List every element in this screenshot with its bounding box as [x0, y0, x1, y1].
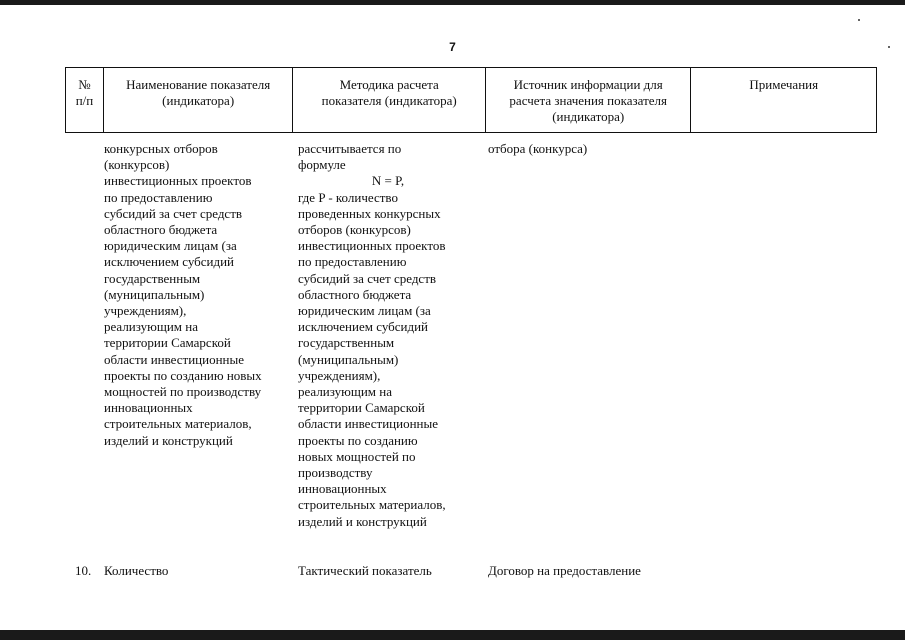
header-name-line: (индикатора) [162, 93, 235, 108]
row-number: 10. [75, 563, 92, 578]
text-line: государственным [298, 335, 395, 351]
header-number-line: № [78, 77, 91, 92]
header-source-line: Источник информации для [513, 77, 663, 92]
text-line: по предоставлению [298, 254, 407, 270]
header-number-line: п/п [75, 93, 94, 108]
row-information-source: Договор на предоставление [488, 563, 641, 578]
text-line: инновационных [298, 481, 387, 497]
header-source-line: расчета значения показателя [509, 93, 667, 108]
text-line: области инвестиционные [298, 416, 439, 432]
text-line: изделий и конструкций [298, 513, 427, 529]
header-indicator-name [104, 68, 294, 132]
text-line: территории Самарской [104, 335, 231, 351]
header-method-line: Методика расчета [339, 77, 439, 92]
header-method-line: показателя (индикатора) [321, 93, 457, 108]
text-line: (муниципальным) [298, 351, 399, 367]
text-line: N = P, [371, 173, 405, 189]
text-line: реализующим на [104, 319, 199, 335]
table-header [65, 67, 877, 133]
text-line: учреждениям), [298, 367, 381, 383]
text-line: субсидий за счет средств [298, 270, 437, 286]
text-line: строительных материалов, [104, 416, 252, 432]
text-line: областного бюджета [104, 222, 218, 238]
scan-speck [858, 19, 860, 21]
text-line: (конкурсов) [104, 157, 170, 173]
text-line: по предоставлению [104, 189, 213, 205]
text-line: (муниципальным) [104, 286, 205, 302]
text-line: исключением субсидий [298, 319, 429, 335]
text-line: инновационных [104, 400, 193, 416]
text-line: инвестиционных проектов [298, 238, 446, 254]
text-line: юридическим лицам (за [298, 303, 431, 319]
text-line: реализующим на [298, 384, 393, 400]
text-line: государственным [104, 270, 201, 286]
header-calculation-method [293, 68, 486, 132]
text-line: юридическим лицам (за [104, 238, 237, 254]
text-line: изделий и конструкций [104, 432, 233, 448]
header-notes-line: Примечания [749, 77, 819, 92]
text-line: проекты по созданию новых [104, 367, 262, 383]
text-line: территории Самарской [298, 400, 425, 416]
header-number [66, 68, 104, 132]
text-line: рассчитывается по [298, 141, 402, 156]
text-line: отбора (конкурса) [488, 141, 588, 156]
header-name-line: Наименование показателя [126, 77, 271, 92]
text-line: строительных материалов, [298, 497, 446, 513]
header-notes [691, 68, 876, 132]
scan-bottom-border [0, 630, 905, 640]
text-line: мощностей по производству [104, 384, 262, 400]
text-line: областного бюджета [298, 286, 412, 302]
text-line: отборов (конкурсов) [298, 222, 411, 238]
text-line: производству [298, 465, 373, 481]
information-source-text [488, 141, 587, 157]
indicator-name-text [104, 141, 262, 449]
text-line: инвестиционных проектов [104, 173, 252, 189]
text-line: исключением субсидий [104, 254, 235, 270]
text-line: новых мощностей по [298, 448, 416, 464]
text-line: проведенных конкурсных [298, 205, 441, 221]
text-line: субсидий за счет средств [104, 205, 243, 221]
row-indicator-name: Количество [104, 563, 169, 578]
header-information-source [486, 68, 692, 132]
calculation-method-text [298, 141, 478, 530]
scan-top-border [0, 0, 905, 5]
header-source-line: (индикатора) [552, 109, 625, 124]
text-line: где P - количество [298, 189, 398, 205]
text-line: проекты по созданию [298, 432, 418, 448]
text-line: учреждениям), [104, 303, 187, 319]
text-line: конкурсных отборов [104, 141, 218, 156]
row-calculation-method: Тактический показатель [298, 563, 432, 578]
page-number: 7 [449, 40, 456, 54]
text-line: области инвестиционные [104, 351, 245, 367]
text-line: формуле [298, 157, 346, 173]
